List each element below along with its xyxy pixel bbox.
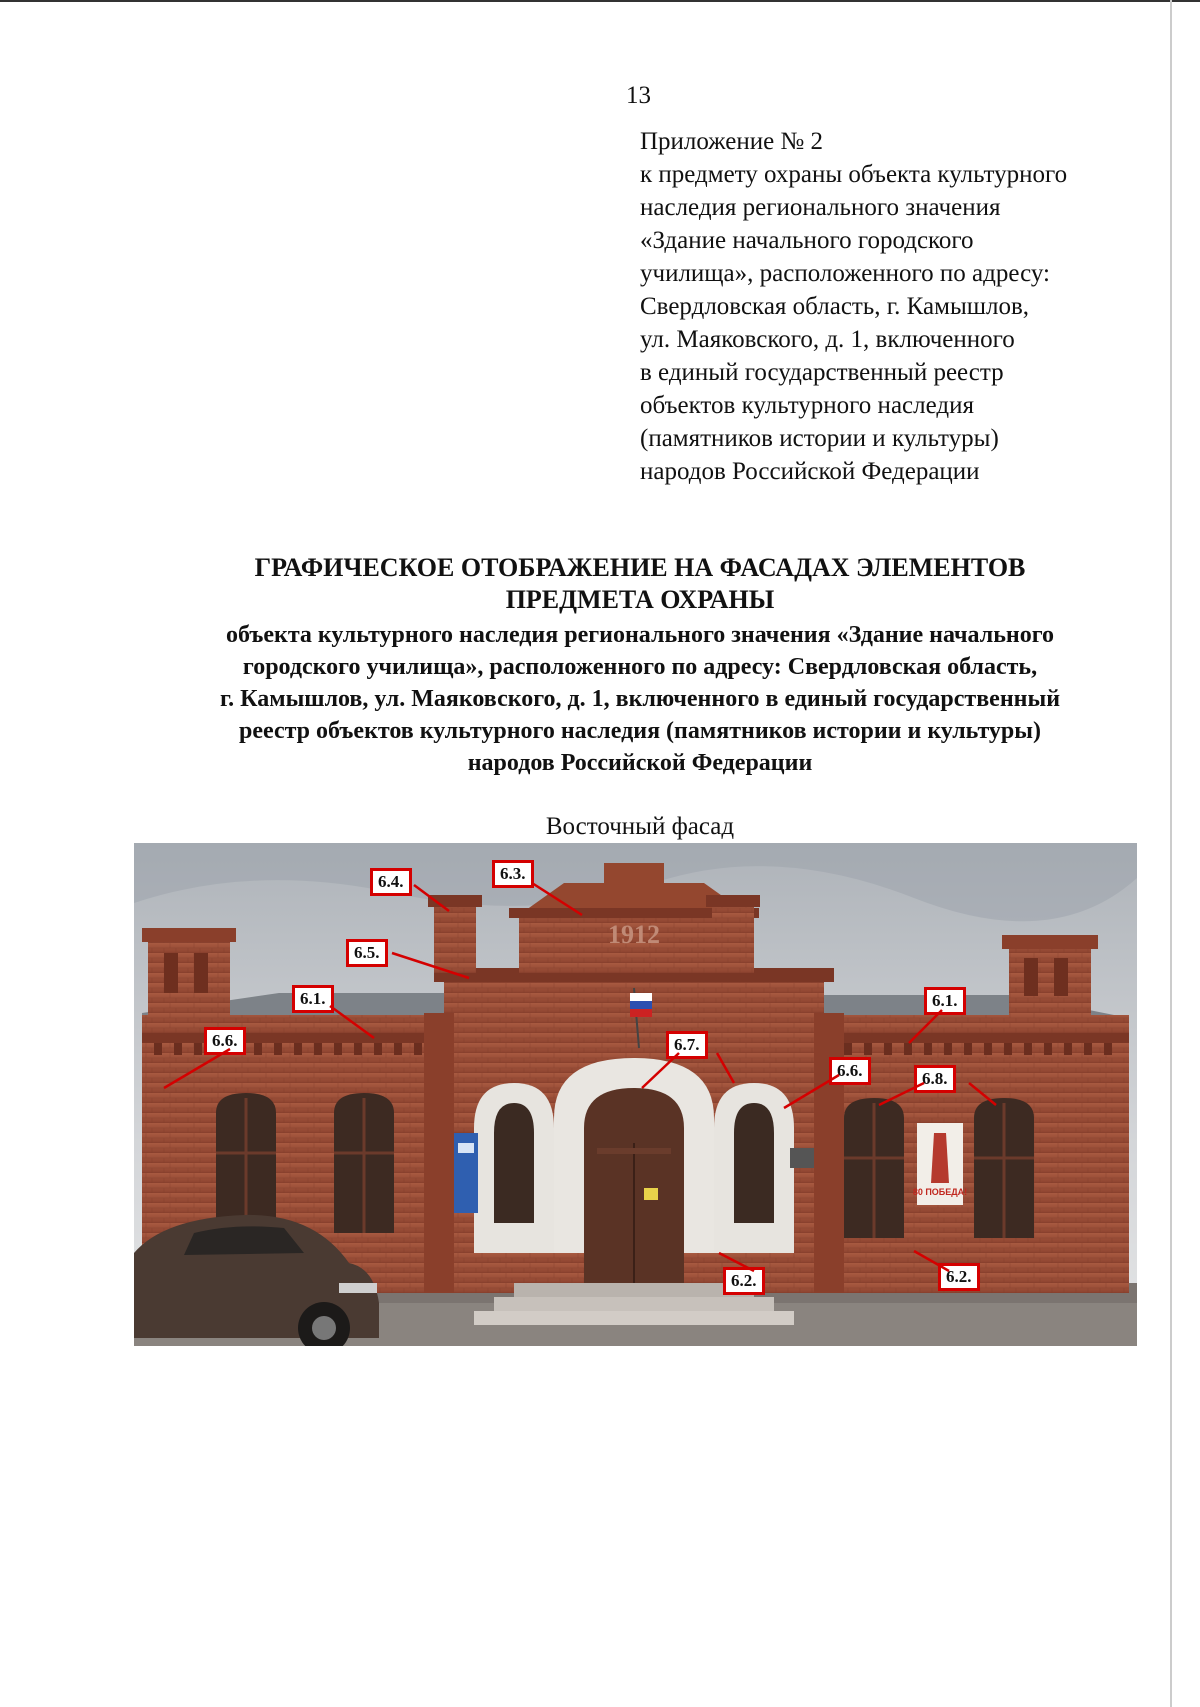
callout-6-6-left: 6.6. <box>204 1027 246 1055</box>
page-right-edge <box>1170 0 1172 1707</box>
heading-line: ГРАФИЧЕСКОЕ ОТОБРАЖЕНИЕ НА ФАСАДАХ ЭЛЕМЕНТОВ <box>254 553 1026 582</box>
callout-6-4: 6.4. <box>370 868 412 896</box>
page-number: 13 <box>626 82 651 109</box>
callout-6-3: 6.3. <box>492 860 534 888</box>
document-subheading <box>120 619 1160 779</box>
appendix-line: наследия регионального значения <box>640 194 1001 221</box>
subheading-line: объекта культурного наследия регионального значения «Здание начального <box>225 622 1055 648</box>
heading-line: ПРЕДМЕТА ОХРАНЫ <box>505 585 775 614</box>
page-top-edge <box>0 0 1200 2</box>
document-heading <box>120 552 1160 616</box>
facade-caption: Восточный фасад <box>545 813 735 840</box>
poster-text: 80 ПОБЕДА! <box>912 1187 968 1197</box>
building-date: 1912 <box>608 920 660 949</box>
appendix-line: Свердловская область, г. Камышлов, <box>640 293 1030 320</box>
appendix-line: к предмету охраны объекта культурного <box>640 161 1068 188</box>
callout-6-2-right: 6.2. <box>938 1263 980 1291</box>
callout-6-2-left: 6.2. <box>723 1267 765 1295</box>
appendix-line: «Здание начального городского <box>640 227 974 254</box>
appendix-line: народов Российской Федерации <box>640 458 980 485</box>
callout-6-6-right: 6.6. <box>829 1057 871 1085</box>
callout-6-5: 6.5. <box>346 939 388 967</box>
callout-6-1-right: 6.1. <box>924 987 966 1015</box>
appendix-line: Приложение № 2 <box>640 128 824 155</box>
appendix-line: (памятников истории и культуры) <box>640 425 999 452</box>
appendix-line: в единый государственный реестр <box>640 359 1004 386</box>
facade-illustration <box>134 843 1137 1346</box>
callout-6-8: 6.8. <box>914 1065 956 1093</box>
appendix-line: объектов культурного наследия <box>640 392 974 419</box>
facade-photo <box>134 843 1137 1346</box>
callout-6-1-left: 6.1. <box>292 985 334 1013</box>
appendix-line: училища», расположенного по адресу: <box>640 260 1050 287</box>
subheading-line: народов Российской Федерации <box>467 750 813 776</box>
subheading-line: реестр объектов культурного наследия (памятников истории и культуры) <box>239 718 1041 744</box>
subheading-line: г. Камышлов, ул. Маяковского, д. 1, включенного в единый государственный <box>219 686 1061 712</box>
appendix-block <box>640 125 1160 488</box>
appendix-line: ул. Маяковского, д. 1, включенного <box>640 326 1015 353</box>
callout-6-7: 6.7. <box>666 1031 708 1059</box>
subheading-line: городского училища», расположенного по адресу: Свердловская область, <box>242 654 1038 680</box>
